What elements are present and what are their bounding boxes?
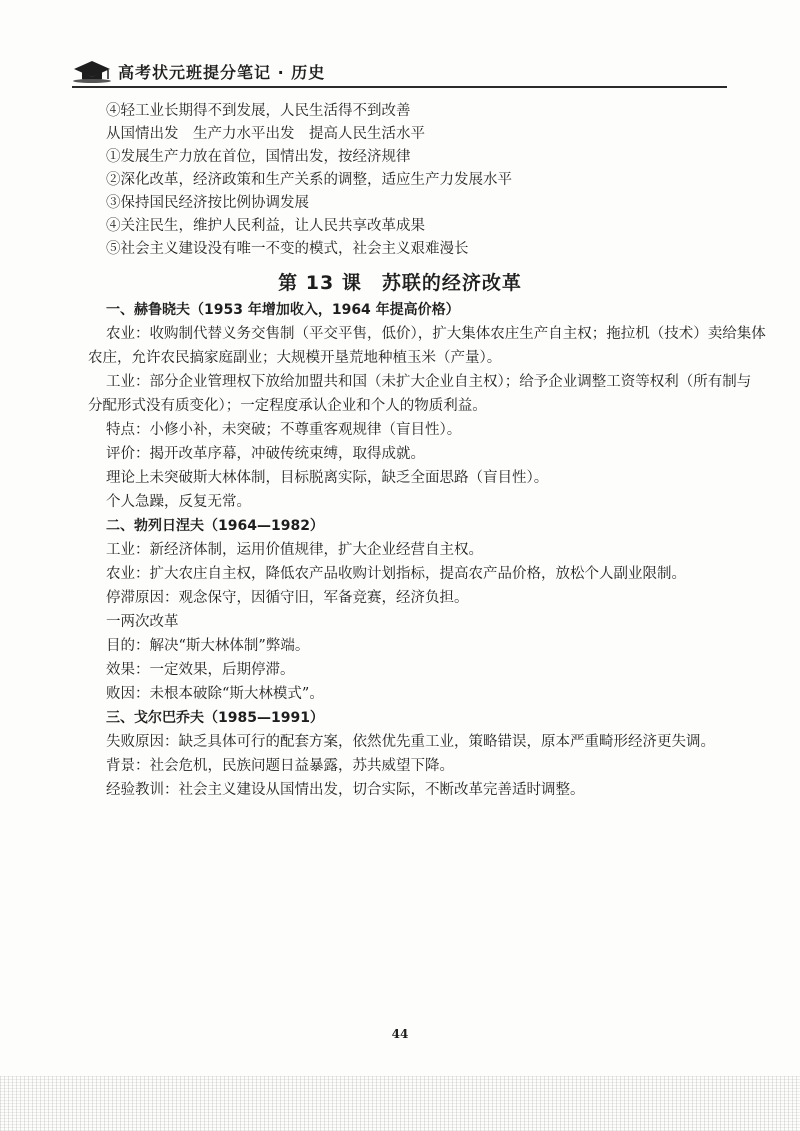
paragraph-line: 失败原因：缺乏具体可行的配套方案，依然优先重工业，策略错误，原本严重畸形经济更失调。 [106,734,715,750]
paragraph-line: 农庄，允许农民搞家庭副业；大规模开垦荒地种植玉米（产量）。 [88,350,502,366]
page-number: 44 [391,1027,409,1041]
paragraph-line: 效果：一定效果，后期停滞。 [106,662,295,678]
paragraph-line: 背景：社会危机，民族问题日益暴露，苏共威望下降。 [106,758,454,774]
scan-noise [0,1076,800,1131]
intro-line: ③保持国民经济按比例协调发展 [106,195,309,211]
paragraph-line: 个人急躁，反复无常。 [106,494,251,510]
intro-line: ④轻工业长期得不到发展，人民生活得不到改善 [106,103,411,119]
header-title: 高考状元班提分笔记 · 历史 [118,62,326,82]
paragraph-line: 工业：部分企业管理权下放给加盟共和国（未扩大企业自主权）；给予企业调整工资等权利（所有制与 [106,374,752,390]
paragraph-line: 停滞原因：观念保守，因循守旧，军备竞赛，经济负担。 [106,590,469,606]
header-divider [72,86,727,88]
section-heading: 一、赫鲁晓夫（1953 年增加收入，1964 年提高价格） [106,302,460,318]
section-heading: 三、戈尔巴乔夫（1985—1991） [106,710,324,726]
paragraph-line: 农业：扩大农庄自主权，降低农产品收购计划指标，提高农产品价格，放松个人副业限制。 [106,566,686,582]
paragraph-line: 败因：未根本破除“斯大林模式”。 [106,686,324,702]
section-heading: 二、勃列日涅夫（1964—1982） [106,518,324,534]
intro-line: ①发展生产力放在首位，国情出发，按经济规律 [106,149,411,165]
paragraph-line: 经验教训：社会主义建设从国情出发，切合实际，不断改革完善适时调整。 [106,782,585,798]
page-header [72,56,325,86]
intro-line: ⑤社会主义建设没有唯一不变的模式，社会主义艰难漫长 [106,241,469,257]
graduation-cap-icon [72,59,112,83]
paragraph-line: 工业：新经济体制，运用价值规律，扩大企业经营自主权。 [106,542,483,558]
lesson-title: 第 13 课 苏联的经济改革 [278,272,522,294]
paragraph-line: 目的：解决“斯大林体制”弊端。 [106,638,310,654]
paragraph-line: 分配形式没有质变化）；一定程度承认企业和个人的物质利益。 [88,398,487,414]
intro-line: 从国情出发 生产力水平出发 提高人民生活水平 [106,126,425,142]
paragraph-line: 一两次改革 [106,614,179,630]
paragraph-line: 理论上未突破斯大林体制，目标脱离实际，缺乏全面思路（盲目性）。 [106,470,549,486]
intro-line: ④关注民生，维护人民利益，让人民共享改革成果 [106,218,425,234]
paragraph-line: 农业：收购制代替义务交售制（平交平售，低价），扩大集体农庄生产自主权；拖拉机（技术）卖给集体 [106,326,766,342]
intro-line: ②深化改革，经济政策和生产关系的调整，适应生产力发展水平 [106,172,512,188]
paragraph-line: 评价：揭开改革序幕，冲破传统束缚，取得成就。 [106,446,425,462]
paragraph-line: 特点：小修小补，未突破；不尊重客观规律（盲目性）。 [106,422,462,438]
